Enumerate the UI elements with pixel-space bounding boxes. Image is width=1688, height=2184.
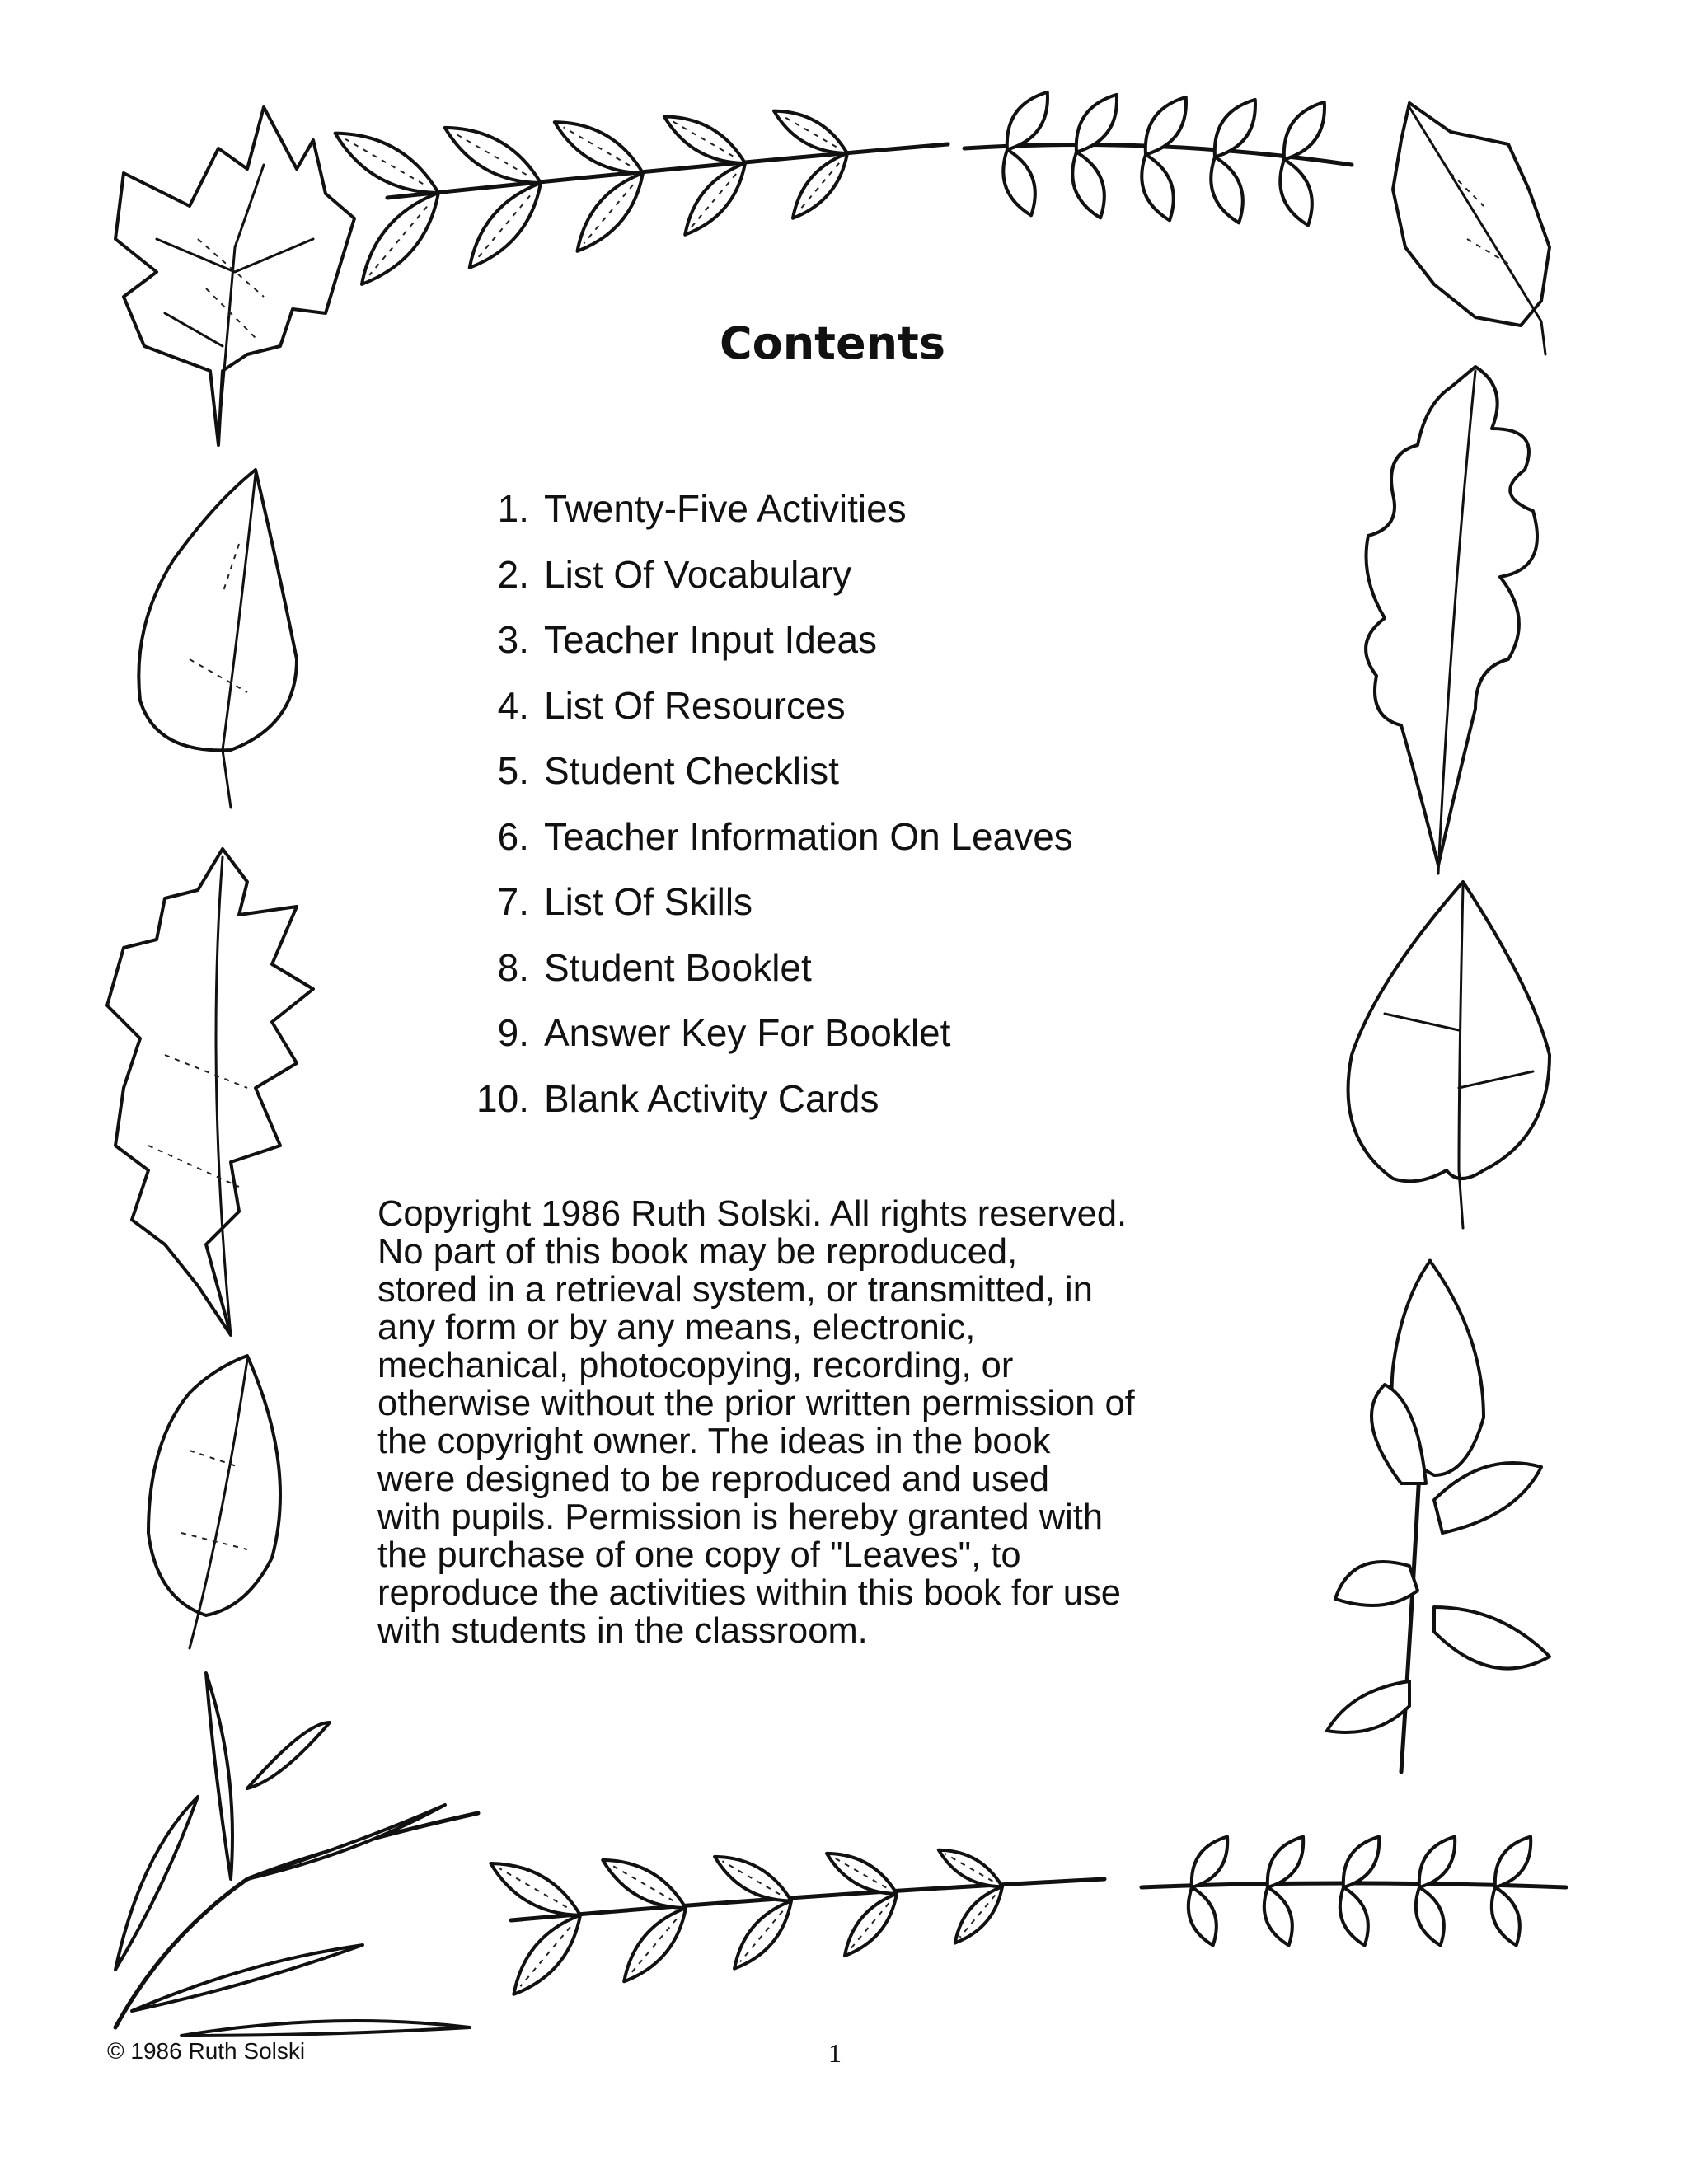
ash-branch-icon [1142, 1830, 1566, 1950]
toc-item-label: List Of Vocabulary [544, 552, 852, 596]
toc-item-label: List Of Skills [544, 880, 753, 923]
toc-item-label: Twenty-Five Activities [544, 487, 907, 530]
leaflet [1256, 1883, 1301, 1950]
leaflet [327, 119, 448, 207]
toc-item-number: 6. [497, 814, 529, 858]
copyright-line: were designed to be reproduced and used [377, 1460, 1050, 1499]
toc-item-number: 5. [497, 749, 529, 792]
toc-item [462, 945, 1073, 1011]
toc-item-label: Blank Activity Cards [544, 1076, 879, 1120]
toc-item-number: 7. [497, 880, 529, 923]
leaflet [1408, 1883, 1452, 1950]
copyright-line: No part of this book may be reproduced, [377, 1232, 1018, 1272]
fern-frond-icon [327, 101, 948, 295]
leaflet [1180, 1883, 1225, 1950]
toc-item [462, 1076, 1073, 1142]
toc-item-number: 2. [497, 552, 529, 596]
copyright-line: reproduce the activities within this book for use [377, 1573, 1121, 1613]
toc-item [462, 879, 1073, 945]
toc-item [462, 748, 1073, 814]
toc-item-label: Student Booklet [544, 945, 812, 989]
copyright-line: with students in the classroom. [377, 1611, 868, 1651]
page-number: 1 [828, 2038, 842, 2068]
compound-leaf-icon [1327, 1261, 1550, 1772]
copyright-line: any form or by any means, electronic, [377, 1308, 976, 1347]
maple-leaf-icon [115, 107, 354, 445]
table-of-contents [462, 486, 1073, 1141]
poplar-leaf-icon [138, 470, 297, 808]
leaflet [1063, 148, 1114, 223]
ash-branch-icon [964, 84, 1352, 230]
copyright-line: mechanical, photocopying, recording, or [377, 1346, 1014, 1385]
leaflet [437, 115, 548, 197]
leaflet [1202, 152, 1252, 228]
willow-branch-icon [115, 1673, 478, 2036]
leaflet [349, 182, 451, 295]
toc-item-number: 1. [497, 487, 529, 530]
elm-leaf-icon [148, 1356, 280, 1648]
copyright-notice [377, 1195, 1292, 1650]
leaflet [1332, 1883, 1376, 1950]
copyright-line: the copyright owner. The ideas in the book [377, 1422, 1051, 1461]
fern-frond-icon [484, 1841, 1104, 2004]
leaflet [1271, 155, 1321, 231]
leaflet [1132, 150, 1183, 226]
toc-item-number: 8. [497, 945, 529, 989]
leaflet [1484, 1883, 1528, 1950]
toc-item-label: Student Checklist [544, 749, 839, 792]
holly-leaf-icon [1393, 103, 1550, 354]
lilac-leaf-icon [1348, 882, 1550, 1228]
copyright-line: otherwise without the prior written permission of [377, 1384, 1135, 1423]
footer-copyright: © 1986 Ruth Solski [107, 2038, 306, 2064]
leaflet [1065, 87, 1128, 160]
red-oak-leaf-icon [107, 849, 313, 1335]
leaflet [994, 145, 1044, 221]
toc-item-label: Teacher Input Ideas [544, 618, 878, 661]
copyright-line: the purchase of one copy of "Leaves", to [377, 1535, 1021, 1575]
toc-item [462, 617, 1073, 683]
toc-item [462, 683, 1073, 749]
toc-item [462, 486, 1073, 552]
copyright-line: stored in a retrieval system, or transmitted, in [377, 1270, 1093, 1310]
toc-item-number: 4. [497, 683, 529, 727]
leaflet [768, 101, 853, 163]
toc-item-number: 9. [497, 1011, 529, 1054]
toc-item-label: Teacher Information On Leaves [544, 814, 1073, 858]
toc-item-number: 10. [476, 1076, 529, 1120]
toc-item [462, 552, 1073, 618]
toc-item-label: Answer Key For Booklet [544, 1011, 951, 1054]
toc-item-number: 3. [497, 618, 529, 661]
toc-item [462, 1010, 1073, 1076]
leaflet [1134, 89, 1198, 162]
white-oak-leaf-icon [1366, 367, 1537, 874]
copyright-line: with pupils. Permission is hereby granted with [377, 1497, 1104, 1537]
leaflet [725, 1893, 801, 1976]
toc-item-label: List Of Resources [544, 683, 846, 727]
copyright-line: Copyright 1986 Ruth Solski. All rights reserved. [377, 1194, 1128, 1234]
leaflet [836, 1886, 905, 1963]
page-title: Contents [719, 317, 945, 369]
toc-item [462, 814, 1073, 880]
